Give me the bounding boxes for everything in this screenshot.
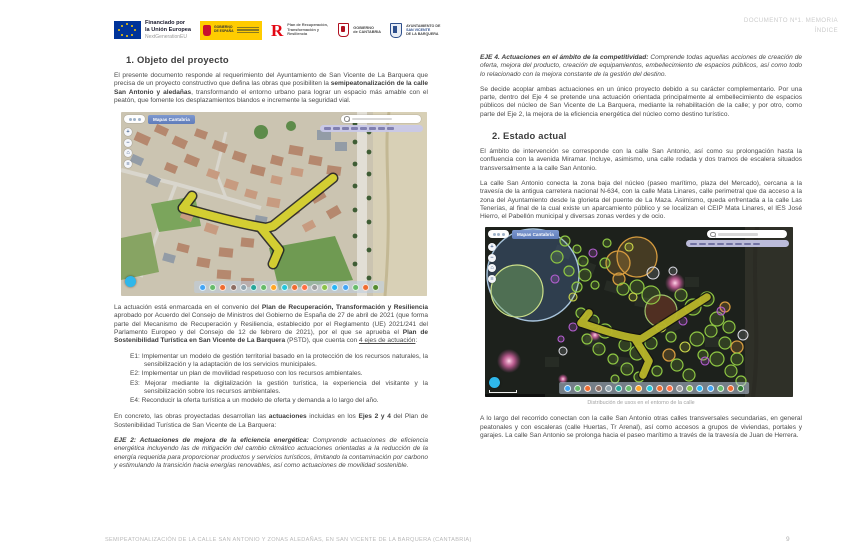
p2-seg4: Plan de Sostenibilidad Turística en San Vicente de La Barquera — [114, 329, 428, 345]
home-button[interactable]: ⌂ — [488, 264, 496, 272]
zoom-in-button[interactable]: + — [124, 128, 132, 136]
p2-seg5: (PSTD), que cuenta con — [285, 337, 359, 345]
paragraph-eje2 — [114, 437, 428, 470]
map-tool-icon[interactable] — [646, 385, 653, 392]
p3-seg1: En concreto, las obras proyectadas desarrollan las — [114, 413, 269, 421]
map-tool-icon[interactable] — [635, 385, 642, 392]
p3-seg3: incluidas en los — [306, 413, 359, 421]
eje4-body: Comprende todas aquellas acciones de creación de oferta, mejora del producto, creación de equipamientos, embellecimiento de espacios públicos, así como todo lo relacionado con la mejora constante de la gestión del destino. — [480, 54, 802, 78]
p3-seg2: actuaciones — [268, 413, 307, 421]
spain-crest-icon — [203, 25, 211, 36]
map-tool-icon[interactable] — [737, 385, 744, 392]
map-tool-icon[interactable] — [209, 284, 216, 291]
right-column — [480, 54, 802, 447]
map-tool-icon[interactable] — [707, 385, 714, 392]
home-button[interactable]: ⌂ — [124, 149, 132, 157]
cantabria-government-logo — [338, 23, 381, 37]
eu-text-line1: Financiado por — [145, 20, 186, 26]
map-zoom-controls — [488, 243, 496, 283]
eje-label: E1: — [130, 352, 140, 360]
map-tool-icon[interactable] — [717, 385, 724, 392]
map-tool-icon[interactable] — [301, 284, 308, 291]
map-tool-icon[interactable] — [615, 385, 622, 392]
ministry-text-block — [237, 26, 259, 35]
eje-label: E2: — [130, 370, 140, 378]
map-tool-icon[interactable] — [605, 385, 612, 392]
map-zoom-controls — [124, 128, 132, 168]
recovery-plan-r-icon: R — [271, 20, 284, 40]
section-heading-1: 1. Objeto del proyecto — [126, 54, 229, 65]
uses-map-figure — [485, 227, 793, 397]
map-tool-icon[interactable] — [574, 385, 581, 392]
map-tool-icon[interactable] — [240, 284, 247, 291]
p3-seg5: del Plan de Sostenibilidad Turística de San Vicente de La Barquera: — [114, 413, 428, 429]
header-document-ref — [744, 16, 838, 36]
paragraph-ambito: El ámbito de intervención se corresponde con la calle San Antonio, así como su prolongación hasta la confluencia con la avenida Miramar. Incluye, asimismo, una calle rodada y dos tramos de escalera situados transversalmente a la calle San Antonio. — [480, 148, 802, 172]
recovery-plan-logo — [271, 22, 329, 39]
map-tool-icon[interactable] — [686, 385, 693, 392]
ayuntamiento-logo — [390, 23, 440, 38]
section-heading-2: 2. Estado actual — [492, 130, 567, 142]
p2-seg7: : — [415, 337, 418, 345]
list-item — [130, 370, 428, 378]
uses-map-image — [485, 227, 793, 397]
paragraph-eje4 — [480, 54, 802, 79]
map-tool-icon[interactable] — [595, 385, 602, 392]
list-item — [130, 380, 428, 397]
layers-button[interactable]: ≡ — [124, 160, 132, 168]
header-logo-row — [114, 12, 440, 48]
spain-gov-line2: DE ESPAÑA — [214, 29, 234, 33]
spain-gov-line1: GOBIERNO — [214, 25, 233, 30]
eje2-body: Comprende actuaciones de eficiencia energética incluyendo las de mitigación del cambio climático actuaciones orientadas a la reducción de la energía requerida para proporcionar productos y servicios turísticos, limitando la contaminación por carbono y estimulando la transición hacia energías renovables, así como actuaciones de movilidad sostenible. — [114, 437, 429, 469]
eje-label: E4: — [130, 397, 140, 405]
eu-funding-logo — [114, 20, 191, 40]
aerial-map-figure — [121, 112, 427, 296]
eu-text-line3: NextGenerationEU — [145, 34, 187, 40]
map-tool-icon[interactable] — [372, 284, 379, 291]
figure-caption: Distribución de usos en el entorno de la calle — [587, 400, 695, 407]
paragraph-plan — [114, 304, 428, 345]
aerial-map-image — [121, 112, 427, 296]
list-item — [130, 397, 428, 405]
map-tool-icon[interactable] — [352, 284, 359, 291]
p2-seg6: 4 ejes de actuación — [359, 337, 416, 345]
map-search-input[interactable] — [707, 230, 787, 238]
paragraph-concreto — [114, 413, 428, 430]
ayto-line1: AYUNTAMIENTO DE — [406, 23, 441, 28]
map-app-title: Mapas Cantabria — [512, 230, 559, 239]
eje4-heading: EJE 4. Actuaciones en el ámbito de la competitividad: — [480, 54, 649, 61]
p1-seg3: , transformando el entorno urbano para lograr un espacio más amable con el peatón, que fomente los desplazamientos blandos e incremente la seguridad vial. — [114, 88, 428, 104]
map-tool-icon[interactable] — [199, 284, 206, 291]
map-tool-icon[interactable] — [625, 385, 632, 392]
map-layer-pill[interactable] — [686, 240, 789, 247]
eje-text: Reconducir la oferta turística a un modelo de oferta y demanda a lo largo del año. — [141, 397, 379, 405]
eje-text: Mejorar mediante la digitalización la gestión turística, la experiencia del visitante y la sensibilización sobre los recursos ambientales. — [144, 379, 428, 395]
map-tool-icon[interactable] — [321, 284, 328, 291]
p2-seg3: aprobado por Acuerdo del Consejo de Ministros del Gobierno de España de 27 de abril de 2021 (que forma parte del Mecanismo de Recuperación y Resiliencia, establecido por el Reglamento (UE) 2021/241 del Parlamento Europeo y del Consejo de 12 de febrero de 2021), por el que se aprueba el — [114, 312, 428, 337]
doc-ref-text: DOCUMENTO Nº1. MEMORIA — [743, 17, 838, 24]
eje-text: Implementar un plan de movilidad respetuoso con los recursos ambientales. — [141, 370, 363, 378]
p2-seg1: La actuación está enmarcada en el convenio del — [114, 304, 262, 312]
map-tool-icon[interactable] — [311, 284, 318, 291]
zoom-in-button[interactable]: + — [488, 243, 496, 251]
p1-seg2: semipeatonalización de la calle San Antonio y aledañas — [114, 80, 429, 96]
map-coordinates-bar — [485, 394, 545, 398]
map-tool-icon[interactable] — [342, 284, 349, 291]
search-icon — [710, 232, 716, 238]
map-toolbar — [194, 281, 384, 293]
map-app-title: Mapas Cantabria — [148, 115, 195, 124]
map-tool-icon[interactable] — [584, 385, 591, 392]
map-tool-icon[interactable] — [332, 284, 339, 291]
map-tool-icon[interactable] — [260, 284, 267, 291]
map-search-input[interactable] — [341, 115, 421, 123]
map-toolbar — [559, 382, 749, 394]
map-tool-icon[interactable] — [666, 385, 673, 392]
search-icon — [344, 116, 350, 122]
map-tool-icon[interactable] — [564, 385, 571, 392]
paragraph-acoplar: Se decide acoplar ambas actuaciones en un único proyecto debido a su carácter complementario. Por una parte, dentro del Eje 4 se pretende una actuación orientada principalmente al embellecimiento de espacios públicos del núcleo de San Vicente de La Barquera, mediante la rehabilitación de la calle; y por otro, como parte del Eje 2, la mejora de la eficiencia energética del núcleo como destino turístico. — [480, 85, 802, 118]
map-tool-icon[interactable] — [270, 284, 277, 291]
eje2-heading: EJE 2: Actuaciones de mejora de la eficiencia energética: — [114, 437, 309, 445]
cantabria-line1: GOBIERNO — [353, 25, 374, 30]
p2-seg2: Plan de Recuperación, Transformación y Resiliencia — [261, 304, 429, 312]
paragraph-conecta: La calle San Antonio conecta la zona baja del núcleo (paseo marítimo, plaza del Mercado), cercana a la travesía de la antigua carretera nacional N-634, con la calle Mata Linares, calle perimetral que da acceso a la zona del Ayuntamiento desde la glorieta del puente de La Maza. Asimismo, queda enfrentada a la calle Las Tenerías, al final de la cual existe un aparcamiento público y se localizan el CEIP Mata Linares, el IES José Hierro, el Pabellón municipal y diversas zonas verdes y de ocio. — [480, 179, 802, 221]
eje-text: Implementar un modelo de gestión territorial basado en la protección de los recursos naturales, la sensibilización y la adaptación de los servicios municipales. — [141, 352, 428, 368]
ayuntamiento-crest-icon — [390, 23, 402, 38]
page-number: 9 — [786, 536, 790, 543]
eje-label: E3: — [130, 379, 140, 387]
eu-flag-icon — [114, 21, 141, 39]
map-layer-pill[interactable] — [320, 125, 423, 132]
cantabria-crest-icon — [338, 23, 349, 37]
map-tool-icon[interactable] — [656, 385, 663, 392]
left-column — [114, 54, 428, 477]
zoom-out-button[interactable]: − — [124, 139, 132, 147]
ejes-list — [114, 353, 428, 406]
map-menu-button[interactable] — [488, 230, 509, 238]
paragraph-recorrido: A lo largo del recorrido conectan con la calle San Antonio otras calles transversales secundarias, en general peatonales y con escaleras (calle Huertas, Tr Arenal), así como accesos a grupos de viviendas, portales y garajes. La calle San Antonio se prolonga hacia el paseo marítimo a través de la travesía de Juan de Herrera. — [480, 415, 802, 440]
map-tool-icon[interactable] — [250, 284, 257, 291]
map-tool-icon[interactable] — [219, 284, 226, 291]
paragraph-objeto — [114, 72, 428, 105]
map-tool-icon[interactable] — [291, 284, 298, 291]
map-tool-icon[interactable] — [362, 284, 369, 291]
zoom-out-button[interactable]: − — [488, 254, 496, 262]
list-item — [130, 353, 428, 370]
map-menu-button[interactable] — [124, 115, 145, 123]
p1-seg1: El presente documento responde al requerimiento del Ayuntamiento de San Vicente de La Barquera que precisa de un proyecto constructivo que defina las obras que posibiliten la — [114, 72, 428, 88]
footer-title: SEMIPEATONALIZACIÓN DE LA CALLE SAN ANTONIO Y ZONAS ALEDAÑAS, EN SAN VICENTE DE LA BARQUERA (CANTABRIA) — [105, 537, 472, 543]
ayto-line2: SAN VICENTE — [406, 27, 431, 32]
cantabria-line2: de CANTABRIA — [353, 30, 382, 34]
layers-button[interactable]: ≡ — [488, 275, 496, 283]
p3-seg4: Ejes 2 y 4 — [358, 413, 391, 421]
eu-text-line2: la Unión Europea — [145, 26, 191, 33]
spain-government-logo — [200, 21, 262, 40]
map-tool-icon[interactable] — [230, 284, 237, 291]
map-tool-icon[interactable] — [727, 385, 734, 392]
recovery-plan-text: Plan de Recuperación, Transformación y Resiliencia — [287, 23, 329, 37]
map-tool-icon[interactable] — [697, 385, 704, 392]
ayto-line3: DE LA BARQUERA — [406, 32, 439, 37]
map-tool-icon[interactable] — [676, 385, 683, 392]
doc-section-text: ÍNDICE — [814, 27, 838, 34]
map-tool-icon[interactable] — [281, 284, 288, 291]
